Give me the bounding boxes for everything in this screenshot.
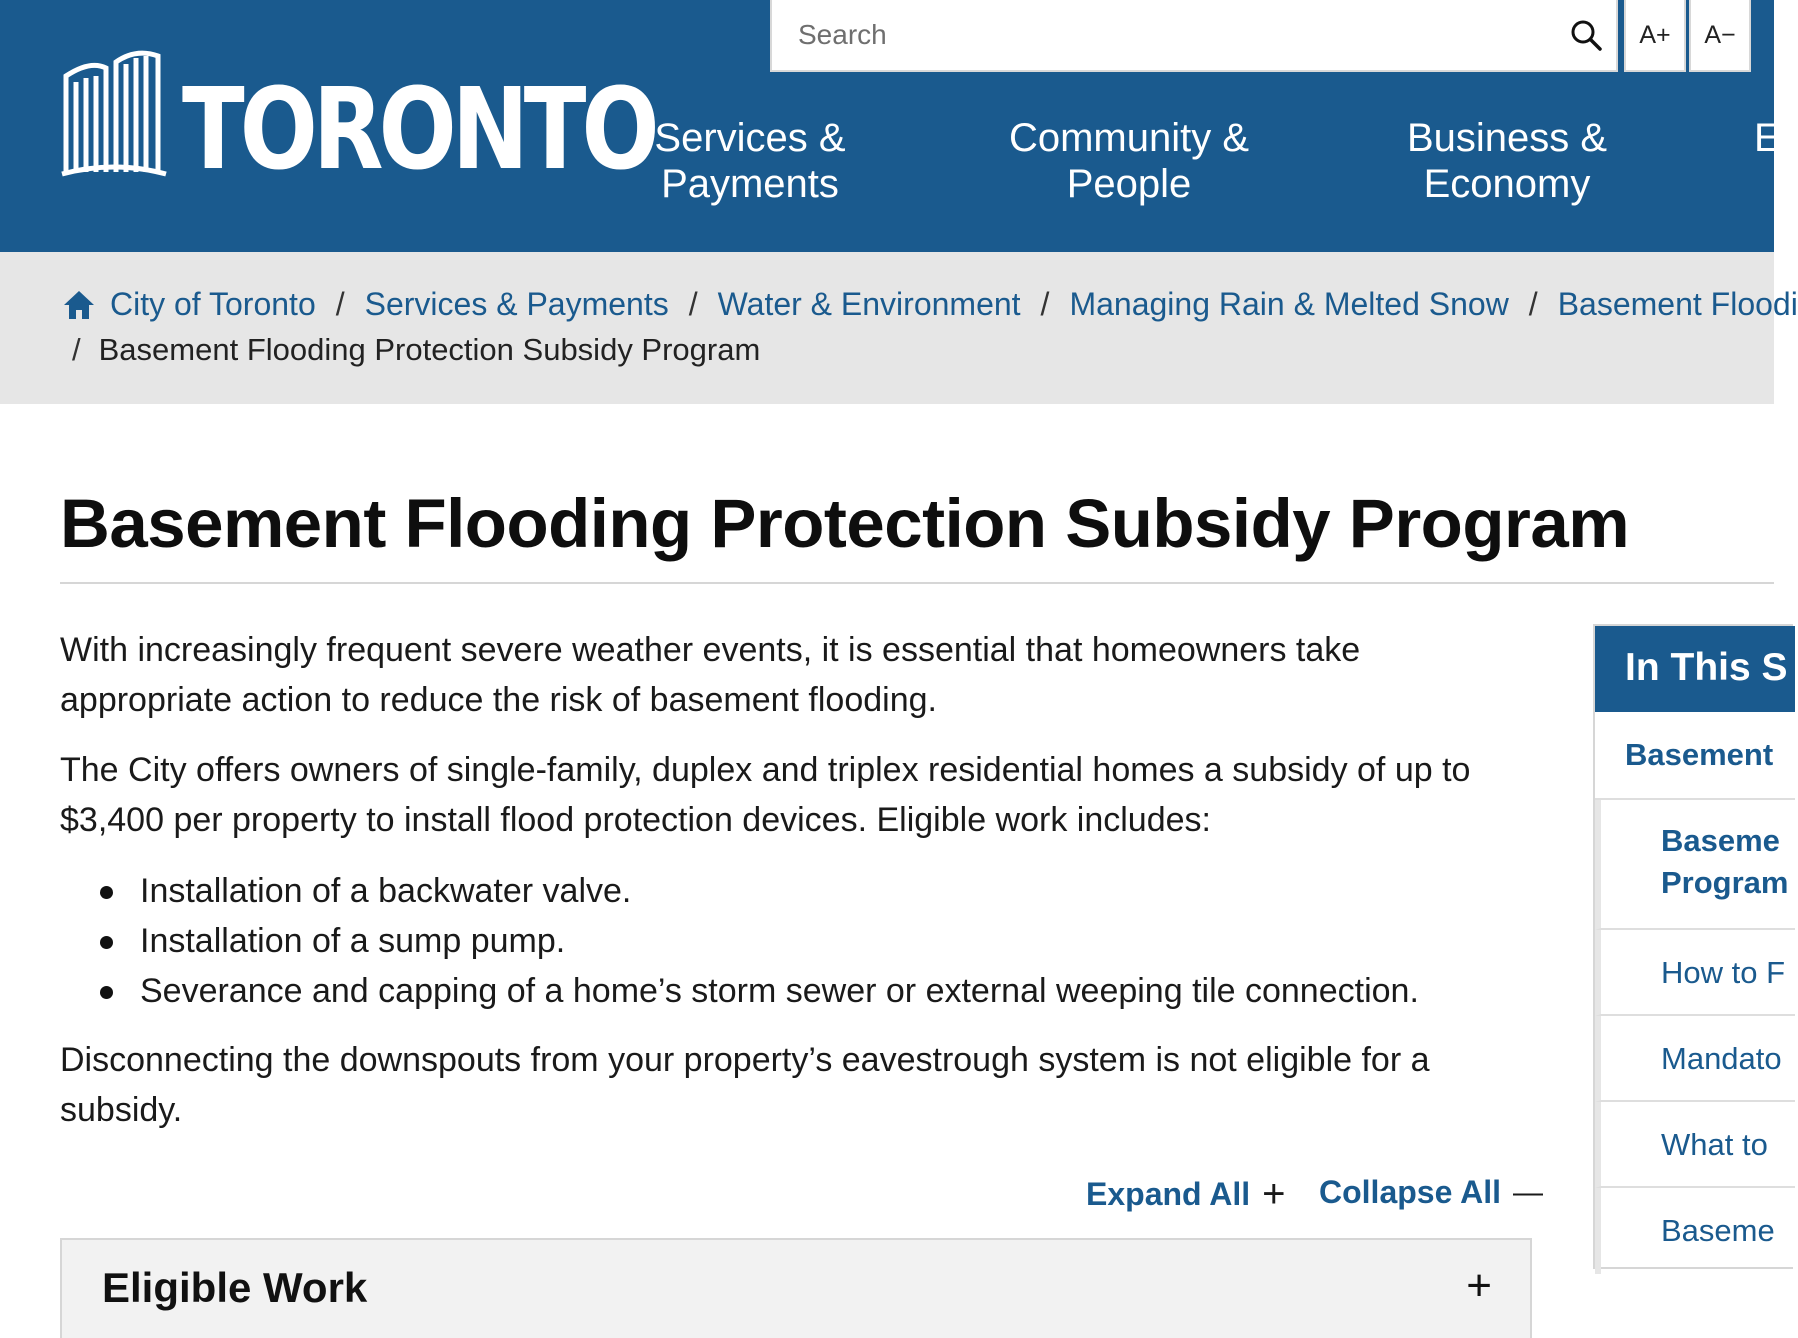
home-icon[interactable] (62, 289, 96, 321)
minus-icon: — (1512, 1175, 1543, 1209)
nav-label-line2: Economy (1423, 162, 1591, 206)
sidebar-item-basement-2[interactable]: Baseme (1595, 1188, 1795, 1274)
search-bar (770, 0, 1618, 72)
eligible-work-list (60, 866, 1419, 1016)
nav-services-payments[interactable] (640, 115, 860, 207)
sidebar-item-how-to[interactable]: How to F (1595, 930, 1795, 1016)
nav-business-economy[interactable] (1394, 115, 1620, 207)
breadcrumb-current (72, 332, 760, 368)
plus-icon: + (1466, 1261, 1492, 1310)
sidebar-item-subsidy-program[interactable] (1595, 800, 1795, 930)
list-item: Severance and capping of a home’s storm sewer or external weeping tile connection. (60, 966, 1419, 1016)
collapse-all-button[interactable] (1319, 1174, 1543, 1211)
page-title: Basement Flooding Protection Subsidy Program (60, 485, 1630, 562)
list-item: Installation of a sump pump. (60, 916, 1419, 966)
nav-label-line1: Business & (1406, 116, 1608, 160)
logo-wordmark: TORONTO (182, 65, 655, 195)
breadcrumb (0, 252, 1798, 404)
breadcrumb-separator: / (1528, 286, 1538, 322)
sidebar-item-what-to[interactable]: What to (1595, 1102, 1795, 1188)
search-input[interactable] (772, 0, 1562, 70)
nav-label-line1: Community & (1008, 116, 1250, 160)
subsidy-paragraph: The City offers owners of single-family, duplex and triplex residential homes a subsidy of up to $3,400 per property to install flood protection devices. Eligible work includes: (60, 751, 1471, 839)
search-icon (1570, 19, 1602, 51)
collapse-all-label: Collapse All (1319, 1174, 1501, 1210)
nav-label-line1: E (1754, 116, 1781, 160)
intro-paragraph: With increasingly frequent severe weather events, it is essential that homeowners take appropriate action to reduce the risk of basement flooding. (60, 631, 1361, 719)
breadcrumb-separator: / (1040, 286, 1050, 322)
title-divider (60, 582, 1774, 584)
breadcrumb-link-basement[interactable]: Basement Floodi (1557, 286, 1798, 322)
city-hall-icon (60, 42, 168, 178)
breadcrumb-separator: / (335, 286, 345, 322)
breadcrumb-link-rain[interactable]: Managing Rain & Melted Snow (1069, 286, 1509, 322)
nav-label-line1: Services & (654, 116, 846, 160)
sidebar-item-basement[interactable]: Basement (1595, 712, 1795, 800)
in-this-section-sidebar (1593, 624, 1793, 1269)
breadcrumb-separator: / (688, 286, 698, 322)
breadcrumb-current-label: Basement Flooding Protection Subsidy Program (98, 332, 761, 367)
plus-icon: + (1262, 1172, 1286, 1216)
breadcrumb-separator: / (72, 332, 81, 367)
accordion-eligible-work[interactable] (60, 1238, 1532, 1338)
site-header (0, 0, 1781, 252)
sidebar-item-mandatory[interactable]: Mandato (1595, 1016, 1795, 1102)
nav-label-line2: Payments (661, 162, 839, 206)
expand-all-label: Expand All (1086, 1175, 1251, 1212)
downspout-paragraph: Disconnecting the downspouts from your property’s eavestrough system is not eligible for a subsidy. (60, 1041, 1430, 1129)
list-item: Installation of a backwater valve. (60, 866, 1419, 916)
font-decrease-button[interactable]: A− (1689, 0, 1751, 72)
sidebar-item-label: Program (1661, 865, 1789, 900)
sidebar-heading: In This S (1595, 626, 1795, 712)
breadcrumb-link-city[interactable]: City of Toronto (110, 286, 316, 322)
sidebar-item-label: Baseme (1661, 823, 1780, 858)
nav-item-partial[interactable] (1754, 115, 1794, 161)
breadcrumb-links (62, 286, 1798, 323)
nav-community-people[interactable] (994, 115, 1264, 207)
expand-all-button[interactable] (1086, 1174, 1286, 1214)
font-increase-button[interactable]: A+ (1624, 0, 1686, 72)
breadcrumb-link-services[interactable]: Services & Payments (364, 286, 669, 322)
accordion-title: Eligible Work (102, 1264, 368, 1311)
breadcrumb-link-water[interactable]: Water & Environment (717, 286, 1021, 322)
nav-label-line2: People (1066, 162, 1192, 206)
search-button[interactable] (1556, 0, 1616, 70)
